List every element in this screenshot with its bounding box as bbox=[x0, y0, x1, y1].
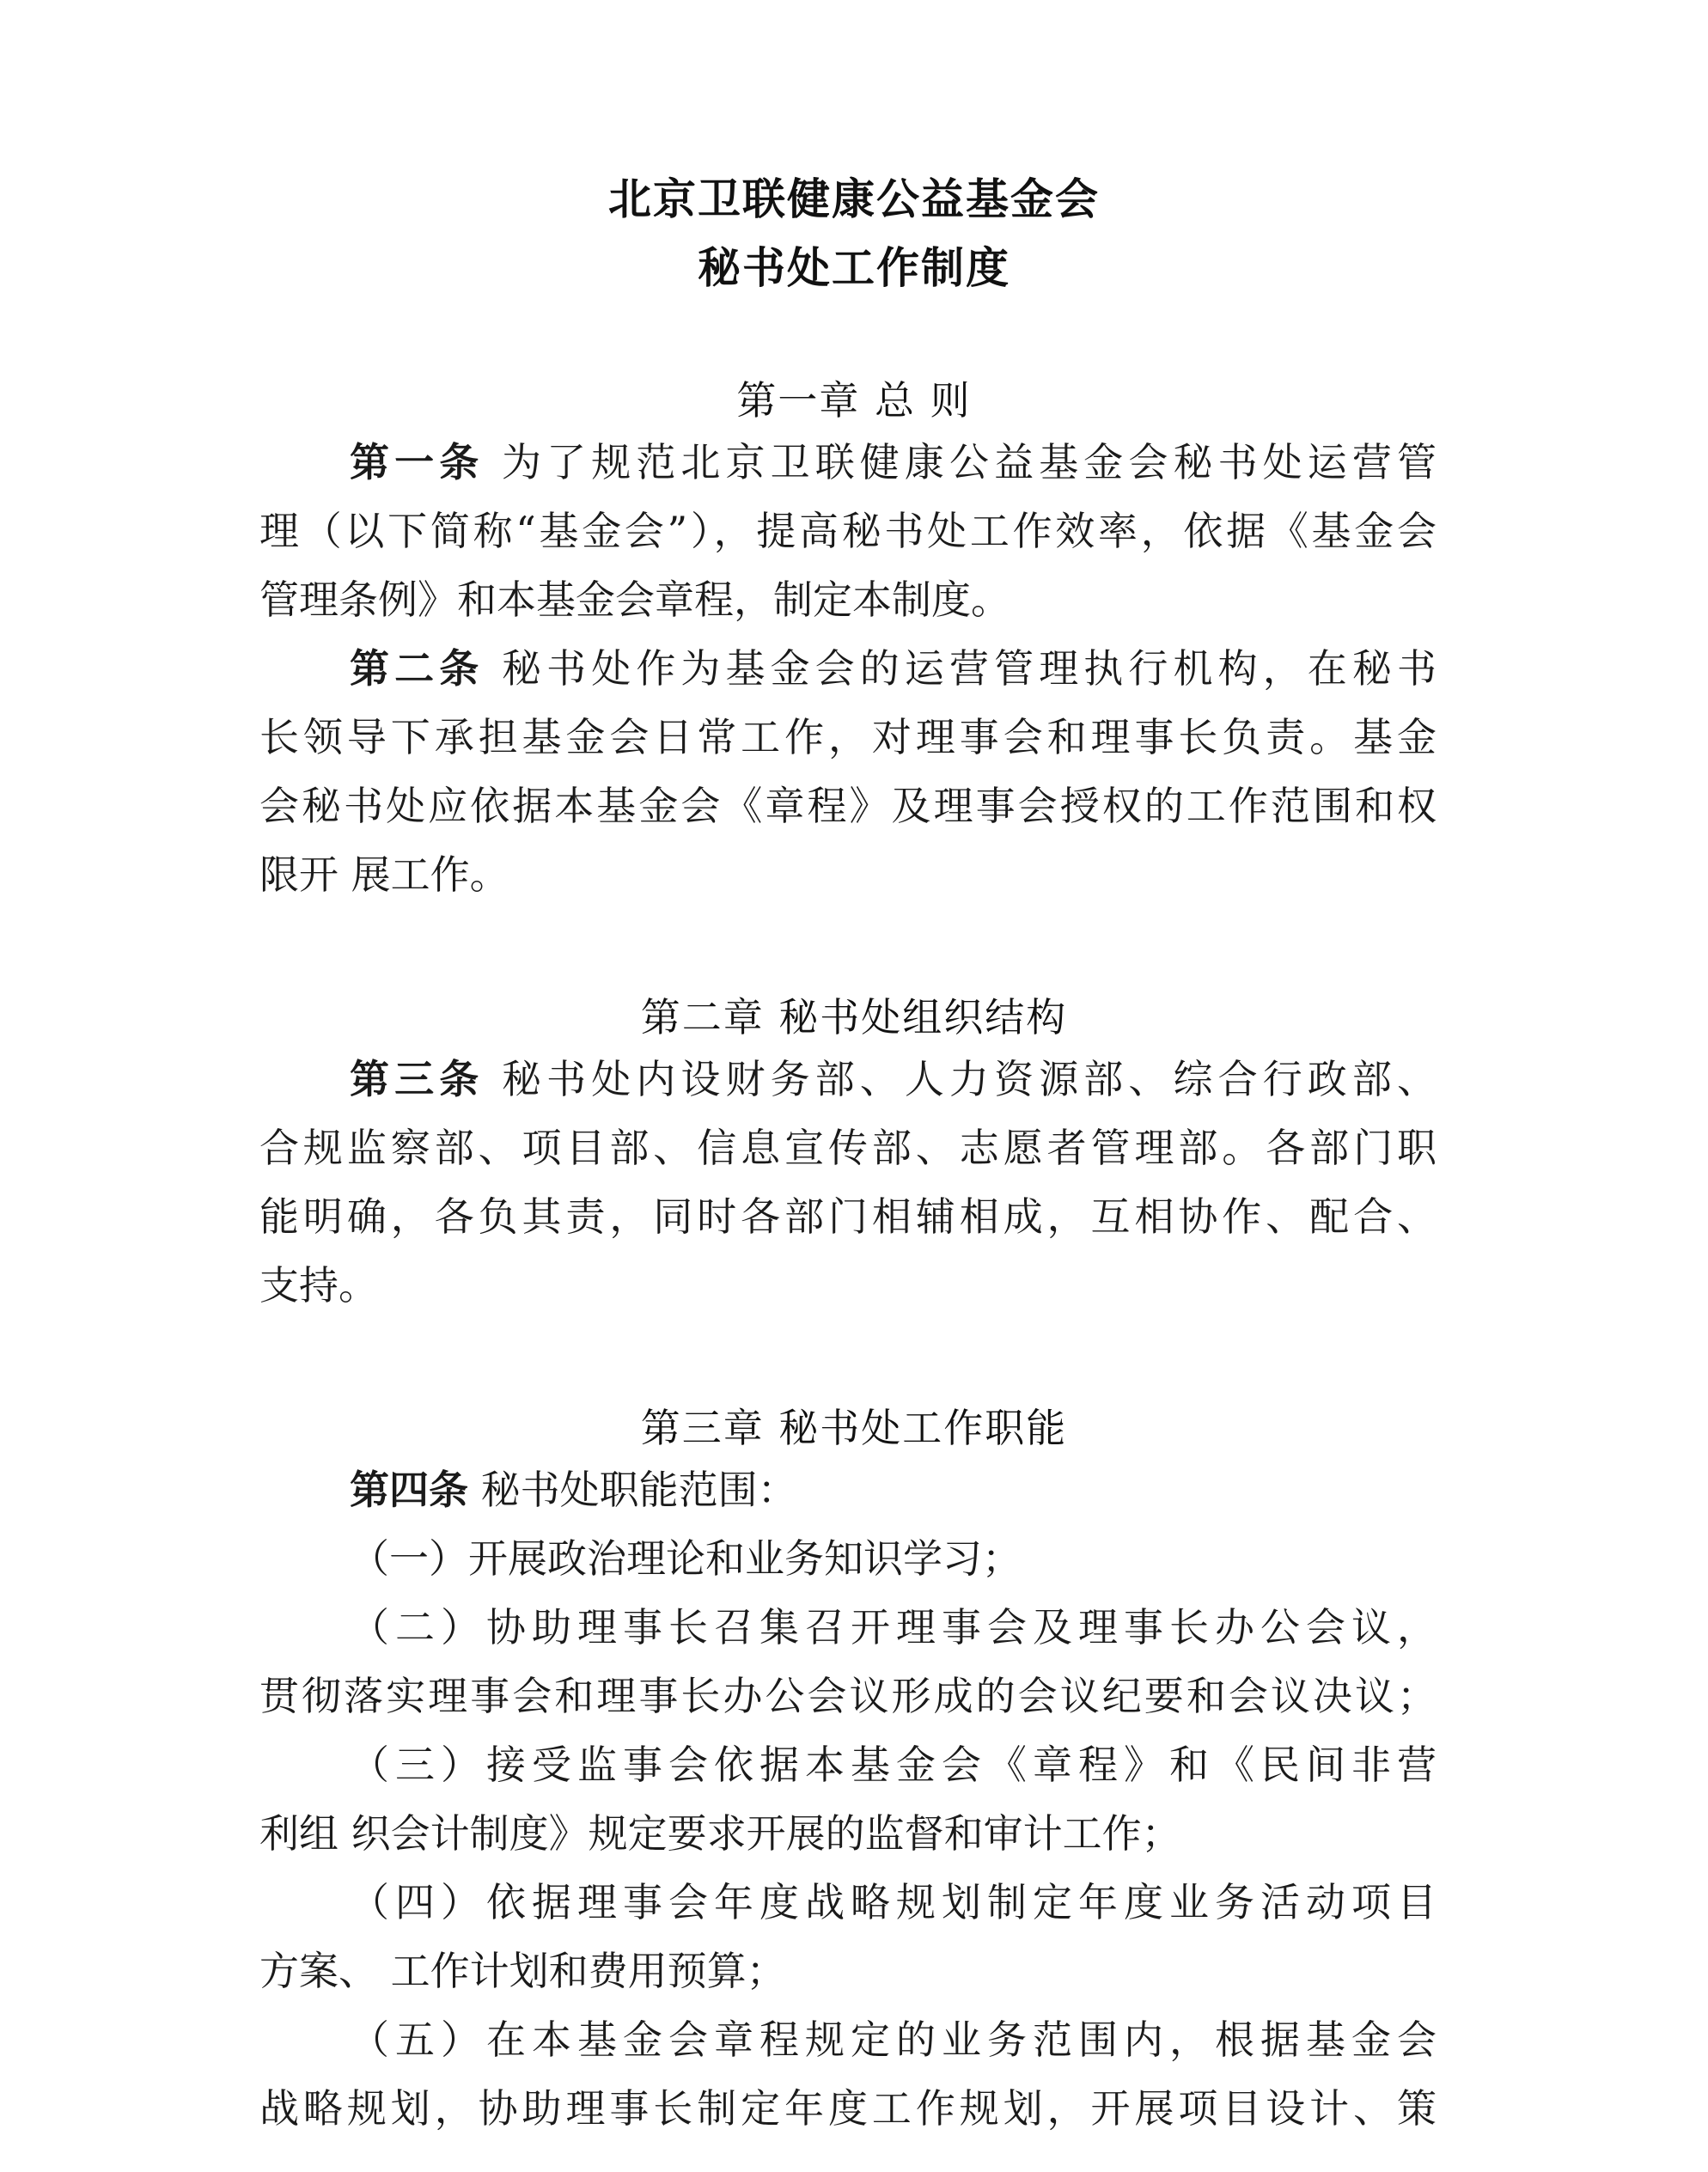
paragraph-line bbox=[350, 1466, 1437, 1514]
paragraph-line: 方案、 工作计划和费用预算； bbox=[259, 1948, 786, 1994]
list-item: （四）依据理事会年度战略规划制定年度业务活动项目 bbox=[350, 1879, 1437, 1925]
article-number: 第四条 bbox=[350, 1467, 468, 1513]
paragraph-line: 理（以下简称“基金会”），提高秘书处工作效率，依据《基金会 bbox=[259, 508, 1437, 554]
document-title: 北京卫联健康公益基金会 bbox=[608, 174, 1100, 224]
article-number: 第三条 bbox=[350, 1056, 485, 1102]
paragraph-line: 支持。 bbox=[259, 1262, 378, 1309]
paragraph-line: 会秘书处应依据本基金会《章程》及理事会授权的工作范围和权 bbox=[259, 783, 1437, 829]
list-item: （一）开展政治理论和业务知识学习； bbox=[350, 1535, 1022, 1582]
paragraph-line: 合规监察部、项目部、信息宣传部、志愿者管理部。各部门职 bbox=[259, 1125, 1437, 1171]
paragraph-line: 长领导下承担基金会日常工作，对理事会和理事长负责。基金 bbox=[259, 714, 1437, 760]
paragraph-line: 限开 展工作。 bbox=[259, 851, 509, 898]
paragraph-line bbox=[350, 438, 1437, 486]
list-item: （五）在本基金会章程规定的业务范围内，根据基金会 bbox=[350, 2016, 1437, 2063]
paragraph-line: 利组 织会计制度》规定要求开展的监督和审计工作； bbox=[259, 1810, 1181, 1857]
chapter-heading: 第一章 总 则 bbox=[736, 377, 972, 424]
article-number: 第一条 bbox=[350, 439, 485, 485]
line-text: 秘书处内设财务部、人力资源部、综合行政部、 bbox=[484, 1056, 1437, 1102]
chapter-heading: 第三章 秘书处工作职能 bbox=[640, 1405, 1068, 1451]
line-text: 秘书处职能范围： bbox=[468, 1467, 797, 1513]
paragraph-line: 管理条例》和本基金会章程，制定本制度。 bbox=[259, 577, 1010, 623]
paragraph-line bbox=[350, 644, 1437, 692]
paragraph-line: 战略规划，协助理事长制定年度工作规划，开展项目设计、策 bbox=[259, 2085, 1437, 2132]
paragraph-line bbox=[350, 1055, 1437, 1103]
line-text: 秘书处作为基金会的运营管理执行机构，在秘书 bbox=[484, 645, 1437, 692]
chapter-heading: 第二章 秘书处组织结构 bbox=[640, 994, 1068, 1040]
document-subtitle: 秘书处工作制度 bbox=[698, 242, 1010, 293]
paragraph-line: 能明确，各负其责，同时各部门相辅相成，互相协作、配合、 bbox=[259, 1193, 1437, 1240]
paragraph-line: 贯彻落实理事会和理事长办公会议形成的会议纪要和会议决议； bbox=[259, 1673, 1437, 1719]
list-item: （三）接受监事会依据本基金会《章程》和《民间非营 bbox=[350, 1742, 1437, 1788]
article-number: 第二条 bbox=[350, 645, 485, 692]
line-text: 为了规范北京卫联健康公益基金会秘书处运营管 bbox=[484, 439, 1437, 485]
list-item: （二）协助理事长召集召开理事会及理事长办公会议， bbox=[350, 1604, 1437, 1650]
